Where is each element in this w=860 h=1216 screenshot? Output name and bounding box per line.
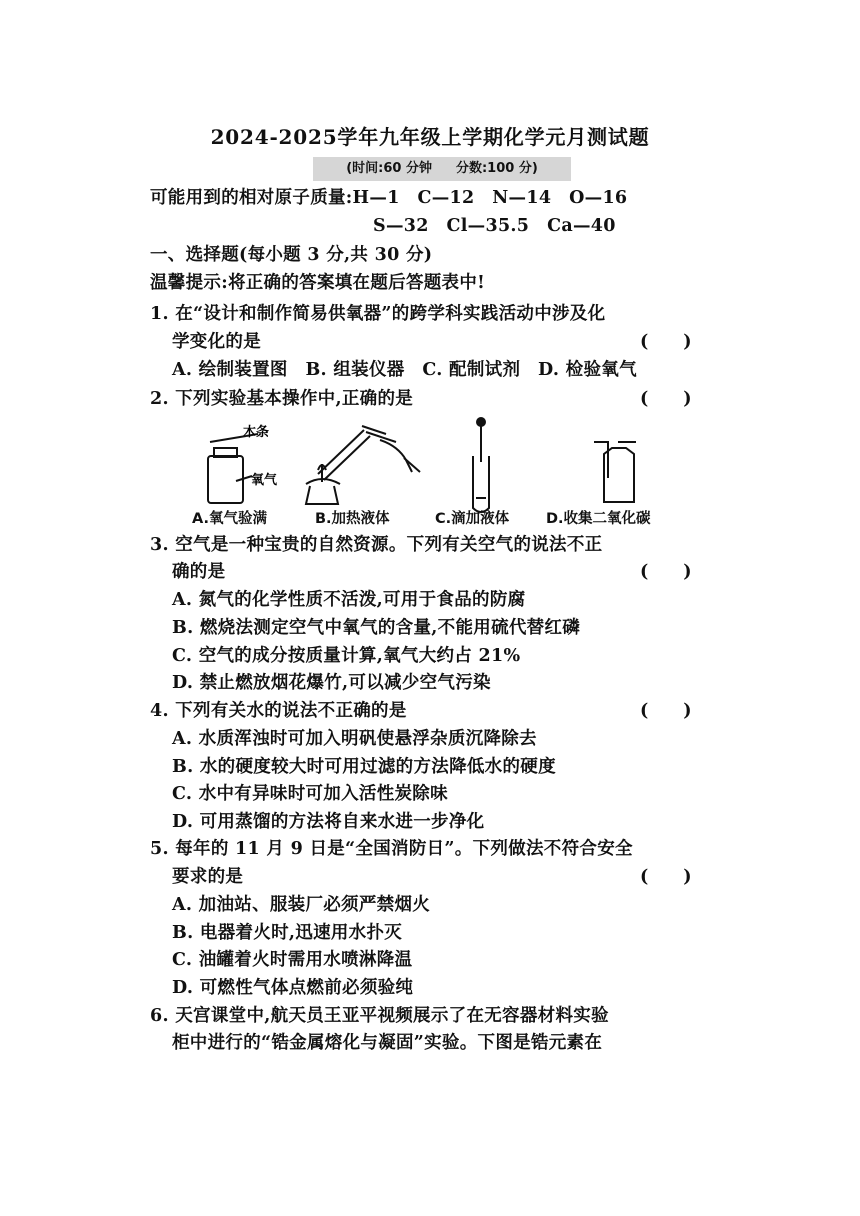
q5-option-c: C. 油罐着火时需用水喷淋降温 <box>172 950 413 970</box>
q4-option-c: C. 水中有异味时可加入活性炭除味 <box>172 784 448 804</box>
label-stick: 木条 <box>243 425 270 440</box>
exam-title: 2024-2025学年九年级上学期化学元月测试题 <box>210 125 650 149</box>
oxygen-bottle-icon <box>208 434 258 503</box>
q4-option-d: D. 可用蒸馏的方法将自来水进一步净化 <box>172 812 485 832</box>
q2-answer-blank: ( ) <box>640 389 692 409</box>
q3-option-b: B. 燃烧法测定空气中氧气的含量,不能用硫代替红磷 <box>172 618 581 638</box>
atomic-mass-line-2: S—32 Cl—35.5 Ca—40 <box>373 216 616 236</box>
q3-option-d: D. 禁止燃放烟花爆竹,可以减少空气污染 <box>172 673 491 693</box>
q1-stem-line-2: 学变化的是 <box>172 332 261 352</box>
dropper-icon <box>473 418 489 512</box>
heating-tube-icon <box>306 426 420 504</box>
q6-stem-line-1: 6. 天宫课堂中,航天员王亚平视频展示了在无容器材料实验 <box>150 1006 609 1026</box>
q5-option-b: B. 电器着火时,迅速用水扑灭 <box>172 923 403 943</box>
caption-c: C.滴加液体 <box>435 511 510 527</box>
q5-option-d: D. 可燃性气体点燃前必须验纯 <box>172 978 414 998</box>
q3-answer-blank: ( ) <box>640 562 692 582</box>
gas-collection-bottle-icon <box>594 442 636 502</box>
caption-b: B.加热液体 <box>315 511 390 527</box>
section-tip: 温馨提示:将正确的答案填在题后答题表中! <box>150 273 486 293</box>
q3-stem-line-1: 3. 空气是一种宝贵的自然资源。下列有关空气的说法不正 <box>150 535 603 555</box>
exam-info-badge <box>313 157 571 181</box>
q2-stem: 2. 下列实验基本操作中,正确的是 <box>150 389 414 409</box>
caption-d: D.收集二氧化碳 <box>546 511 651 527</box>
q1-answer-blank: ( ) <box>640 332 692 352</box>
q5-stem-line-1: 5. 每年的 11 月 9 日是“全国消防日”。下列做法不符合安全 <box>150 839 633 859</box>
q4-option-b: B. 水的硬度较大时可用过滤的方法降低水的硬度 <box>172 757 556 777</box>
caption-a: A.氧气验满 <box>192 511 267 527</box>
q1-options: A. 绘制装置图 B. 组装仪器 C. 配制试剂 D. 检验氧气 <box>172 360 637 380</box>
q3-option-a: A. 氮气的化学性质不活泼,可用于食品的防腐 <box>172 590 526 610</box>
q5-option-a: A. 加油站、服装厂必须严禁烟火 <box>172 895 431 915</box>
q5-answer-blank: ( ) <box>640 867 692 887</box>
q2-apparatus-figure <box>0 412 860 532</box>
total-score: 分数:100 分) <box>455 161 538 176</box>
q6-stem-line-2: 柜中进行的“锆金属熔化与凝固”实验。下图是锆元素在 <box>172 1033 603 1053</box>
q4-stem: 4. 下列有关水的说法不正确的是 <box>150 701 407 721</box>
q3-stem-line-2: 确的是 <box>172 562 226 582</box>
q4-option-a: A. 水质浑浊时可加入明矾使悬浮杂质沉降除去 <box>172 729 537 749</box>
section-heading: 一、选择题(每小题 3 分,共 30 分) <box>150 245 433 265</box>
q1-stem-line-1: 1. 在“设计和制作简易供氧器”的跨学科实践活动中涉及化 <box>150 304 606 324</box>
q3-option-c: C. 空气的成分按质量计算,氧气大约占 21% <box>172 646 521 666</box>
label-oxygen: 氧气 <box>251 473 278 488</box>
q5-stem-line-2: 要求的是 <box>172 867 244 887</box>
time-limit: (时间:60 分钟 <box>346 161 432 176</box>
atomic-mass-line-1: 可能用到的相对原子质量:H—1 C—12 N—14 O—16 <box>150 188 628 208</box>
q4-answer-blank: ( ) <box>640 701 692 721</box>
